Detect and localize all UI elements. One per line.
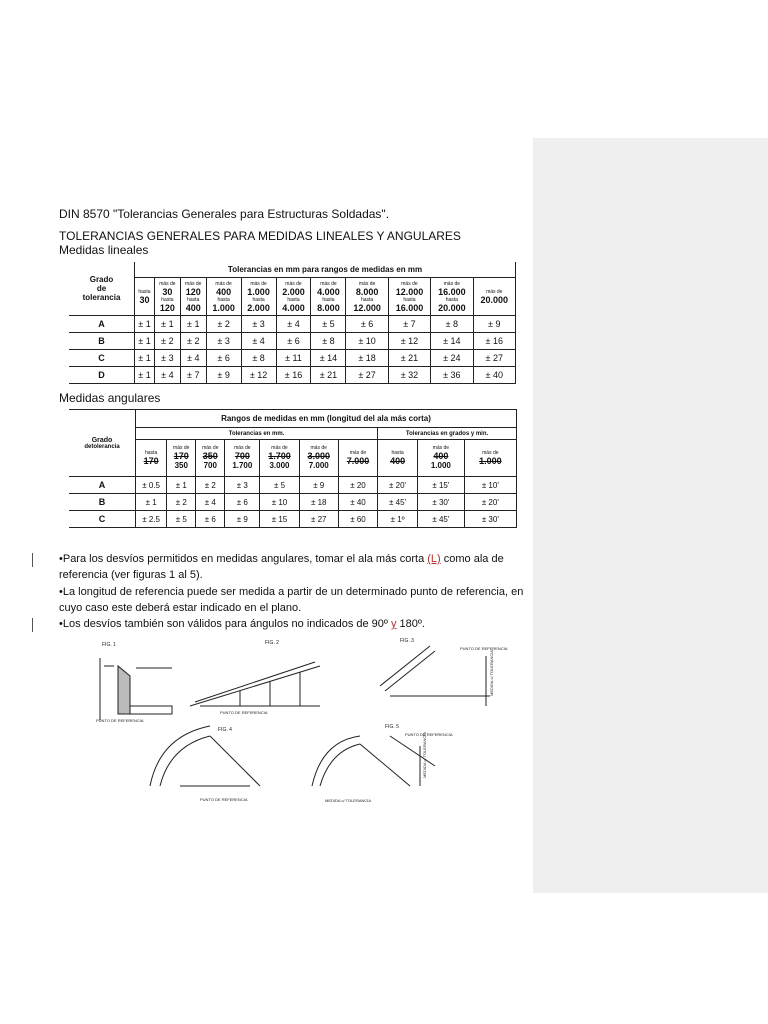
grade-cell: D bbox=[69, 367, 135, 384]
tolerance-cell: ± 24 bbox=[431, 350, 473, 367]
range-value-to: 700 bbox=[203, 461, 217, 470]
angular-header: Rangos de medidas en mm (longitud del ala más corta) bbox=[136, 410, 517, 428]
range-header-cell bbox=[311, 278, 346, 316]
range-prefix: más de bbox=[401, 280, 418, 287]
fig4-drawing bbox=[150, 726, 260, 786]
range-header-cell bbox=[299, 440, 338, 477]
heading-angular: Medidas angulares bbox=[59, 391, 161, 405]
note-text: como ala de referencia (ver figuras 1 al 5). bbox=[59, 553, 504, 581]
table-row bbox=[69, 278, 516, 316]
grade-label: tolerancia bbox=[82, 293, 121, 302]
range-header-cell bbox=[196, 440, 225, 477]
range-header-cell bbox=[431, 278, 473, 316]
fig3-ref-label: PUNTO DE REFERENCIA bbox=[460, 646, 508, 651]
range-prefix: más de bbox=[320, 280, 337, 287]
tolerance-cell: ± 12 bbox=[388, 333, 430, 350]
group-mm: Tolerancias en mm. bbox=[136, 428, 378, 440]
range-prefix: más de bbox=[482, 450, 499, 456]
fig1-label: FIG. 1 bbox=[102, 642, 116, 648]
range-mid: hasta bbox=[445, 296, 458, 303]
grade-header-cell bbox=[69, 262, 135, 316]
tolerance-cell: ± 16 bbox=[276, 367, 311, 384]
tolerance-cell: ± 21 bbox=[311, 367, 346, 384]
range-mid: hasta bbox=[161, 296, 174, 303]
range-header-cell bbox=[418, 440, 465, 477]
heading-linear: Medidas lineales bbox=[59, 243, 149, 257]
range-to: 2.000 bbox=[247, 302, 270, 313]
range-prefix: más de bbox=[285, 280, 302, 287]
table-row bbox=[69, 350, 516, 367]
heading-main: TOLERANCIAS GENERALES PARA MEDIDAS LINEALES Y ANGULARES bbox=[59, 229, 461, 243]
range-mid: hasta bbox=[217, 296, 230, 303]
range-to: 4.000 bbox=[282, 302, 305, 313]
angular-tolerance-table bbox=[69, 409, 517, 528]
comment-sidebar bbox=[533, 138, 768, 893]
fig-bottom-label: MEDIDA c/ TOLERANCIA bbox=[325, 798, 372, 803]
tolerance-cell: ± 9 bbox=[225, 511, 260, 528]
note-text: •Los desvíos también son válidos para ángulos no indicados de 90º bbox=[59, 618, 391, 630]
note-text: •Para los desvíos permitidos en medidas angulares, tomar el ala más corta bbox=[59, 553, 428, 565]
note-paragraph bbox=[59, 616, 529, 632]
range-mid: hasta bbox=[403, 296, 416, 303]
grade-cell: B bbox=[69, 333, 135, 350]
note-paragraph: •La longitud de referencia puede ser medida a partir de un determinado punto de referencia, en cuyo caso este deberá estar indicado en el plano. bbox=[59, 586, 524, 614]
group-deg: Tolerancias en grados y min. bbox=[378, 428, 517, 440]
range-prefix: más de bbox=[185, 280, 202, 287]
range-header-cell bbox=[378, 440, 418, 477]
fig3-tol-label: MEDIDA c/ TOLERANCIA bbox=[489, 649, 494, 696]
range-mid: hasta bbox=[287, 296, 300, 303]
range-value: 7.000 bbox=[346, 456, 370, 466]
range-prefix: hasta bbox=[145, 450, 158, 456]
range-value-to: 3.000 bbox=[269, 461, 290, 470]
range-to: 8.000 bbox=[317, 302, 340, 313]
tolerance-cell: ± 9 bbox=[299, 477, 338, 494]
tolerance-cell: ± 6 bbox=[276, 333, 311, 350]
range-value: 1.700 bbox=[268, 451, 291, 461]
tolerance-cell: ± 1 bbox=[154, 316, 180, 333]
fig2-drawing bbox=[190, 662, 320, 706]
tolerance-cell: ± 27 bbox=[473, 350, 515, 367]
range-prefix: hasta bbox=[391, 450, 404, 456]
range-header-cell bbox=[260, 440, 299, 477]
grade-label: Grado bbox=[91, 436, 113, 444]
range-value: 700 bbox=[234, 451, 250, 461]
tolerance-cell: ± 9 bbox=[473, 316, 515, 333]
tolerance-cell: ± 5 bbox=[311, 316, 346, 333]
tolerance-cell: ± 3 bbox=[206, 333, 241, 350]
note-text: 180º. bbox=[396, 618, 425, 630]
tolerance-cell: ± 21 bbox=[388, 350, 430, 367]
fig4-ref-label: PUNTO DE REFERENCIA bbox=[200, 797, 248, 802]
tolerance-cell: ± 60 bbox=[338, 511, 377, 528]
tolerance-cell: ± 45' bbox=[418, 511, 465, 528]
tolerance-cell: ± 20' bbox=[378, 477, 418, 494]
tolerance-cell: ± 1 bbox=[135, 333, 155, 350]
change-bar bbox=[32, 553, 33, 567]
range-to: 12.000 bbox=[353, 302, 381, 313]
tolerance-cell: ± 6 bbox=[346, 316, 388, 333]
grade-cell: A bbox=[69, 477, 136, 494]
tolerance-cell: ± 40 bbox=[338, 494, 377, 511]
tolerance-cell: ± 18 bbox=[346, 350, 388, 367]
fig5-label: FIG. 5 bbox=[385, 724, 399, 730]
tolerance-cell: ± 9 bbox=[206, 367, 241, 384]
tolerance-cell: ± 6 bbox=[225, 494, 260, 511]
tolerance-cell: ± 16 bbox=[473, 333, 515, 350]
fig1-drawing bbox=[100, 658, 172, 720]
linear-tolerance-table bbox=[69, 262, 516, 384]
section-heading bbox=[59, 229, 461, 257]
fig5-drawing bbox=[312, 736, 435, 786]
range-header-cell bbox=[346, 278, 388, 316]
tolerance-cell: ± 18 bbox=[299, 494, 338, 511]
tolerance-cell: ± 3 bbox=[154, 350, 180, 367]
range-value-to: 1.700 bbox=[232, 461, 253, 470]
range-top: 4.000 bbox=[317, 286, 340, 297]
range-to: 16.000 bbox=[395, 302, 424, 313]
tolerance-cell: ± 7 bbox=[180, 367, 206, 384]
tolerance-cell: ± 27 bbox=[346, 367, 388, 384]
note-paragraph bbox=[59, 551, 529, 583]
range-value: 400 bbox=[390, 456, 406, 466]
range-prefix: más de bbox=[443, 280, 461, 287]
range-header-cell bbox=[167, 440, 196, 477]
range-value: 3.000 bbox=[307, 451, 330, 461]
grade-cell: B bbox=[69, 494, 136, 511]
tolerance-cell: ± 14 bbox=[431, 333, 473, 350]
range-prefix: más de bbox=[159, 280, 176, 287]
tolerance-cell: ± 0.5 bbox=[136, 477, 167, 494]
tolerance-cell: ± 2 bbox=[206, 316, 241, 333]
range-prefix: más de bbox=[234, 445, 251, 451]
fig5-ref-label: PUNTO DE REFERENCIA bbox=[405, 732, 453, 737]
tolerance-cell: ± 2 bbox=[167, 494, 196, 511]
range-to: 1.000 bbox=[212, 302, 235, 313]
range-top: 400 bbox=[216, 286, 232, 297]
tolerance-cell: ± 1 bbox=[135, 316, 155, 333]
range-header-cell bbox=[225, 440, 260, 477]
range-top: 16.000 bbox=[438, 286, 466, 297]
range-top: 120 bbox=[185, 286, 201, 297]
range-header-cell bbox=[154, 278, 180, 316]
range-value-to: 1.000 bbox=[430, 461, 451, 470]
range-header-cell bbox=[135, 278, 155, 316]
grade-label: de bbox=[96, 284, 107, 293]
fig2-ref-label: PUNTO DE REFERENCIA bbox=[220, 710, 268, 715]
tolerance-cell: ± 1 bbox=[167, 477, 196, 494]
note-link[interactable]: (L) bbox=[427, 553, 441, 565]
tolerance-cell: ± 7 bbox=[388, 316, 430, 333]
tolerance-cell: ± 27 bbox=[299, 511, 338, 528]
tolerance-cell: ± 4 bbox=[180, 350, 206, 367]
range-to: 20.000 bbox=[438, 302, 466, 313]
range-prefix: más de bbox=[310, 445, 327, 451]
range-prefix: más de bbox=[202, 445, 219, 451]
table-row bbox=[69, 333, 516, 350]
tolerance-cell: ± 45' bbox=[378, 494, 418, 511]
range-header-cell bbox=[338, 440, 377, 477]
tolerance-cell: ± 15' bbox=[418, 477, 465, 494]
range-value-to: 7.000 bbox=[308, 461, 329, 470]
range-prefix: más de bbox=[215, 280, 232, 287]
tolerance-cell: ± 4 bbox=[154, 367, 180, 384]
range-from: 20.000 bbox=[480, 294, 509, 305]
tolerance-cell: ± 4 bbox=[241, 333, 276, 350]
fig5-tol-label: MEDIDA c/ TOLERANCIA bbox=[422, 731, 427, 778]
tolerance-cell: ± 14 bbox=[311, 350, 346, 367]
tolerance-cell: ± 4 bbox=[276, 316, 311, 333]
range-value: 170 bbox=[173, 451, 189, 461]
range-header-cell bbox=[180, 278, 206, 316]
range-header-cell bbox=[388, 278, 430, 316]
range-value: 170 bbox=[143, 456, 159, 466]
tolerance-cell: ± 1 bbox=[135, 350, 155, 367]
tolerance-cell: ± 30' bbox=[418, 494, 465, 511]
range-mid: hasta bbox=[322, 296, 335, 303]
tolerance-cell: ± 8 bbox=[241, 350, 276, 367]
range-top: 2.000 bbox=[282, 286, 305, 297]
tolerance-cell: ± 1 bbox=[136, 494, 167, 511]
tolerance-cell: ± 20' bbox=[464, 494, 516, 511]
table-row bbox=[69, 262, 516, 278]
tolerance-cell: ± 1 bbox=[135, 367, 155, 384]
tolerance-cell: ± 10 bbox=[346, 333, 388, 350]
fig2-label: FIG. 2 bbox=[265, 640, 279, 646]
range-header-cell bbox=[206, 278, 241, 316]
table-row bbox=[69, 316, 516, 333]
tolerance-cell: ± 2 bbox=[180, 333, 206, 350]
range-prefix: hasta bbox=[138, 288, 151, 295]
fig3-label: FIG. 3 bbox=[400, 638, 414, 644]
linear-header: Tolerancias en mm para rangos de medidas en mm bbox=[135, 262, 516, 278]
grade-cell: A bbox=[69, 316, 135, 333]
range-prefix: más de bbox=[486, 288, 503, 295]
fig4-label: FIG. 4 bbox=[218, 727, 232, 733]
grade-label: Grado bbox=[89, 275, 114, 284]
range-prefix: más de bbox=[173, 445, 190, 451]
figures-illustration bbox=[90, 636, 530, 808]
tolerance-cell: ± 1º bbox=[378, 511, 418, 528]
grade-cell: C bbox=[69, 511, 136, 528]
tolerance-cell: ± 4 bbox=[196, 494, 225, 511]
range-top: 8.000 bbox=[355, 286, 379, 297]
range-mid: hasta bbox=[252, 296, 265, 303]
tolerance-cell: ± 11 bbox=[276, 350, 311, 367]
range-header-cell bbox=[276, 278, 311, 316]
note-link[interactable]: y bbox=[390, 618, 397, 630]
grade-label: detolerancia bbox=[84, 443, 120, 450]
tolerance-cell: ± 5 bbox=[167, 511, 196, 528]
tolerance-cell: ± 5 bbox=[260, 477, 299, 494]
range-prefix: más de bbox=[271, 445, 288, 451]
fig3-drawing bbox=[380, 646, 490, 706]
tolerance-cell: ± 1 bbox=[180, 316, 206, 333]
range-header-cell bbox=[473, 278, 515, 316]
tolerance-cell: ± 2 bbox=[196, 477, 225, 494]
tolerance-cell: ± 6 bbox=[196, 511, 225, 528]
range-value: 350 bbox=[202, 451, 218, 461]
tolerance-cell: ± 15 bbox=[260, 511, 299, 528]
table-row bbox=[69, 428, 517, 440]
range-value: 1.000 bbox=[479, 456, 502, 466]
range-header-cell bbox=[136, 440, 167, 477]
tolerance-cell: ± 8 bbox=[311, 333, 346, 350]
tolerance-cell: ± 30' bbox=[464, 511, 516, 528]
tolerance-cell: ± 3 bbox=[241, 316, 276, 333]
range-header-cell bbox=[241, 278, 276, 316]
range-from: 30 bbox=[139, 294, 150, 305]
tolerance-cell: ± 6 bbox=[206, 350, 241, 367]
range-top: 30 bbox=[162, 286, 173, 297]
range-value-to: 350 bbox=[174, 461, 188, 470]
table-row bbox=[69, 511, 517, 528]
range-top: 1.000 bbox=[247, 286, 270, 297]
range-value: 400 bbox=[433, 451, 449, 461]
tolerance-cell: ± 10 bbox=[260, 494, 299, 511]
tolerance-cell: ± 2 bbox=[154, 333, 180, 350]
grade-header-cell bbox=[69, 410, 136, 477]
table-row bbox=[69, 494, 517, 511]
range-to: 400 bbox=[185, 302, 201, 313]
tolerance-cell: ± 40 bbox=[473, 367, 515, 384]
range-prefix: más de bbox=[250, 280, 267, 287]
document-title: DIN 8570 "Tolerancias Generales para Estructuras Soldadas". bbox=[59, 207, 390, 221]
tolerance-cell: ± 36 bbox=[431, 367, 473, 384]
tolerance-cell: ± 20 bbox=[338, 477, 377, 494]
tolerance-cell: ± 10' bbox=[464, 477, 516, 494]
range-mid: hasta bbox=[360, 296, 374, 303]
tolerance-cell: ± 32 bbox=[388, 367, 430, 384]
grade-cell: C bbox=[69, 350, 135, 367]
tolerance-cell: ± 12 bbox=[241, 367, 276, 384]
range-header-cell bbox=[464, 440, 516, 477]
range-prefix: más de bbox=[349, 450, 367, 456]
table-row bbox=[69, 440, 517, 477]
table-row bbox=[69, 410, 517, 428]
range-top: 12.000 bbox=[395, 286, 424, 297]
range-prefix: más de bbox=[358, 280, 376, 287]
range-mid: hasta bbox=[187, 296, 200, 303]
range-prefix: más de bbox=[432, 445, 450, 451]
change-bar bbox=[32, 618, 33, 632]
range-to: 120 bbox=[159, 302, 175, 313]
table-row bbox=[69, 367, 516, 384]
table-row bbox=[69, 477, 517, 494]
fig1-ref-label: PUNTO DE REFERENCIA bbox=[96, 718, 144, 723]
tolerance-cell: ± 8 bbox=[431, 316, 473, 333]
tolerance-cell: ± 2.5 bbox=[136, 511, 167, 528]
tolerance-cell: ± 3 bbox=[225, 477, 260, 494]
